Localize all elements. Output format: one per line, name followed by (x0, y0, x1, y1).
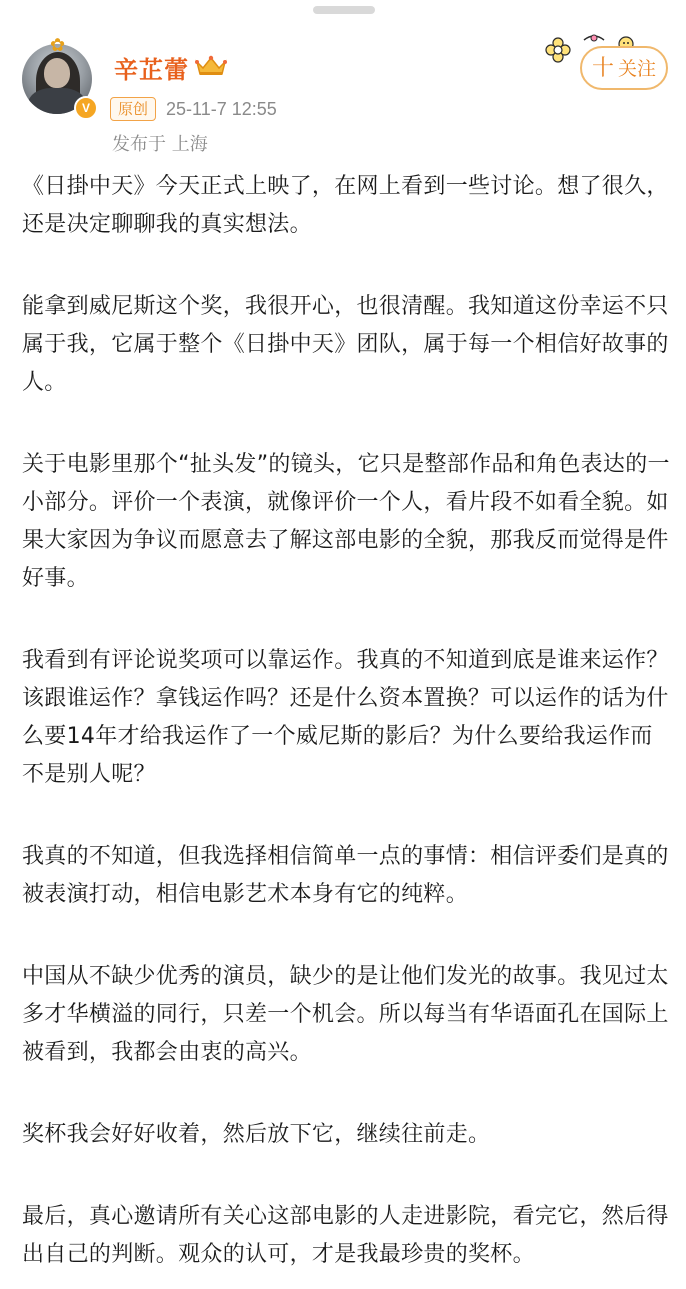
post-paragraph: 奖杯我会好好收着，然后放下它，继续往前走。 (22, 1122, 491, 1147)
follow-button[interactable] (580, 46, 668, 90)
drag-handle[interactable] (313, 6, 375, 14)
meta-row (110, 96, 277, 122)
avatar-face (44, 58, 70, 88)
post-paragraph: 我真的不知道，但我选择相信简单一点的事情：相信评委们是真的被表演打动，相信电影艺术本身有它的纯粹。 (22, 844, 669, 907)
follow-label: 关注 (618, 58, 657, 80)
avatar-decoration-icon: ✿ (50, 35, 66, 56)
follow-plus-icon: 十 (591, 55, 614, 80)
post-paragraph: 《日掛中天》今天正式上映了，在网上看到一些讨论。想了很久，还是决定聊聊我的真实想法。 (22, 174, 669, 237)
vip-crown-icon[interactable] (194, 54, 228, 78)
original-tag: 原创 (110, 97, 156, 121)
verified-badge-icon: V (74, 96, 98, 120)
post-paragraph: 我看到有评论说奖项可以靠运作。我真的不知道到底是谁来运作？该跟谁运作？拿钱运作吗？还是什么资本置换？可以运作的话为什么要14年才给我运作了一个威尼斯的影后？为什么要给我运作而不是别人呢？ (22, 648, 669, 787)
post-content (22, 168, 674, 1289)
post-location: 发布于 上海 (112, 134, 208, 155)
user-name[interactable]: 辛芷蕾 (114, 56, 189, 84)
post-time: 25-11-7 12:55 (166, 98, 277, 119)
post-paragraph: 中国从不缺少优秀的演员，缺少的是让他们发光的故事。我见过太多才华横溢的同行，只差一个机会。所以每当有华语面孔在国际上被看到，我都会由衷的高兴。 (22, 964, 669, 1065)
post-paragraph: 最后，真心邀请所有关心这部电影的人走进影院，看完它，然后得出自己的判断。观众的认可，才是我最珍贵的奖杯。 (22, 1204, 669, 1267)
post-paragraph: 能拿到威尼斯这个奖，我很开心，也很清醒。我知道这份幸运不只属于我，它属于整个《日掛中天》团队，属于每一个相信好故事的人。 (22, 294, 669, 395)
post-header (22, 35, 670, 155)
post-paragraph: 关于电影里那个“扯头发”的镜头，它只是整部作品和角色表达的一小部分。评价一个表演，就像评价一个人，看片段不如看全貌。如果大家因为争议而愿意去了解这部电影的全貌，那我反而觉得是件好事。 (22, 452, 670, 591)
